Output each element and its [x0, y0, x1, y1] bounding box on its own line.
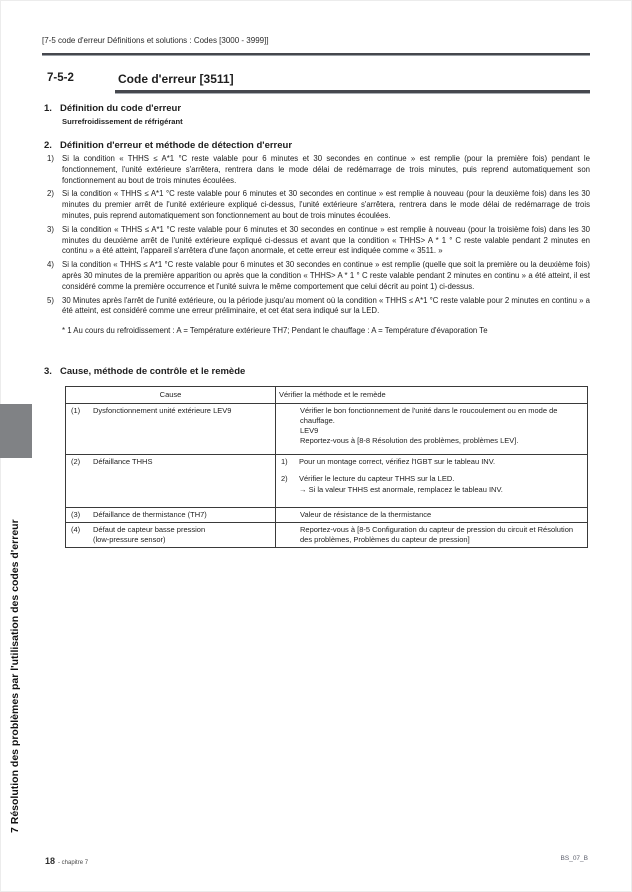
- footer-left: [45, 851, 88, 869]
- list-item-text: Si la condition « THHS ≤ A*1 °C reste valable pour 6 minutes et 30 secondes en continue » est remplie (quelle que soit la première ou la deuxième fois) après 30 minutes de la première apparition ou après que la condition « THHS> A * 1 ° C reste valable pendant 2 minutes en continu » a été atteint, il est considéré comme la première occurrence et l'unité suivra le même comportement que celui décrit au point 1) ci-dessus.: [62, 260, 590, 291]
- cause-cell: [66, 404, 276, 455]
- remedy-cell: [276, 523, 588, 548]
- error-definition-text: Surrefroidissement de réfrigérant: [62, 117, 183, 126]
- list-item: [47, 154, 590, 186]
- footnote: * 1 Au cours du refroidissement : A = Température extérieure TH7; Pendant le chauffage : A = Température d'évaporation Te: [62, 326, 488, 336]
- cause-number: (1): [71, 406, 81, 415]
- document-code: BS_07_B: [560, 855, 588, 862]
- remedy-line: Vérifier le bon fonctionnement de l'unité dans le roucoulement ou en mode de chauffage.: [300, 406, 558, 425]
- list-item-text: Si la condition « THHS ≤ A*1 °C reste valable pour 6 minutes et 30 secondes en continue » est remplie (pour la première fois) pendant le fonctionnement, l'unité extérieure s'arrêtera, rentrera dans le mode délai de redémarrage de trois minutes, puis reprend automatiquement son fonctionnement au bout de trois minutes écoulées.: [62, 154, 590, 185]
- remedy-line: LEV9: [300, 426, 319, 435]
- remedy-line: Reportez-vous à [8-8 Résolution des problèmes, problèmes LEV].: [300, 436, 519, 445]
- cause-number: (4): [71, 525, 81, 534]
- cause-text: Dysfonctionnement unité extérieure LEV9: [93, 406, 232, 415]
- cause-number: (3): [71, 510, 81, 519]
- list-item-text: Si la condition « THHS ≤ A*1 °C reste valable pour 6 minutes et 30 secondes en continue » est remplie à nouveau (pour la troisième fois) dans les 30 minutes du deuxième arrêt de l'unité extérieure expliqué ci-dessus et avant que la condition « THHS> A * 1 ° C reste valable pendant 2 minutes en continu » a été atteint, l'appareil s'arrêtera d'une façon anormale, et cette erreur est indiquée comme « 3511. »: [62, 224, 590, 256]
- remedy-step-text: Vérifier le lecture du capteur THHS sur la LED.: [299, 474, 455, 483]
- section-number: 7-5-2: [47, 72, 74, 84]
- chapter-label: - chapitre 7: [58, 860, 89, 866]
- section-3-number: 3.: [44, 366, 52, 377]
- list-item: [47, 225, 590, 257]
- list-item-number: 4): [47, 260, 54, 270]
- cause-remedy-table: [65, 386, 588, 548]
- remedy-step-text: Pour un montage correct, vérifiez l'IGBT sur le tableau INV.: [299, 457, 496, 466]
- section-3-heading: [44, 366, 245, 377]
- list-item-number: 2): [47, 189, 54, 199]
- remedy-substep-text: → Si la valeur THHS est anormale, remplacez le tableau INV.: [299, 485, 503, 494]
- list-item-number: 5): [47, 295, 54, 305]
- section-1-heading: [44, 103, 181, 114]
- list-item-number: 3): [47, 224, 54, 234]
- page-number: 18: [45, 856, 56, 866]
- table-row: [66, 523, 588, 548]
- remedy-line: Valeur de résistance de la thermistance: [300, 510, 432, 519]
- table-header-row: [66, 387, 588, 404]
- detection-method-list: [47, 154, 590, 335]
- cause-cell: [66, 508, 276, 523]
- list-item-number: 1): [47, 154, 54, 163]
- column-header-cause: Cause: [66, 387, 276, 404]
- cause-text-secondary: (low-pressure sensor): [93, 535, 166, 544]
- list-item: [47, 189, 590, 221]
- section-3-title: Cause, méthode de contrôle et le remède: [60, 366, 246, 377]
- remedy-step-number: 1): [281, 457, 288, 466]
- cause-text: Défaut de capteur basse pression (low-pressure sensor): [93, 525, 206, 544]
- list-item: [47, 296, 590, 318]
- cause-cell: [66, 523, 276, 548]
- remedy-cell: [276, 508, 588, 523]
- list-item-text: 30 Minutes après l'arrêt de l'unité extérieure, ou la période jusqu'au moment où la condition « THHS ≤ A*1 °C reste valable pour 2 minutes en continu » a été atteint, est considéré comme une erreur préliminaire, et cet état sera indiqué sur la LED.: [62, 295, 590, 316]
- header-rule: [42, 53, 590, 56]
- section-1-title: Définition du code d'erreur: [60, 103, 182, 114]
- remedy-cell: [276, 455, 588, 508]
- chapter-vertical-label: 7 Résolution des problèmes par l'utilisation des codes d'erreur: [9, 519, 21, 833]
- section-2-title: Définition d'erreur et méthode de détection d'erreur: [60, 140, 293, 151]
- page-title: Code d'erreur [3511]: [118, 72, 234, 86]
- remedy-cell: [276, 404, 588, 455]
- table-row: [66, 455, 588, 508]
- section-2-heading: [44, 140, 292, 151]
- cause-text: Défaillance THHS: [93, 457, 153, 466]
- remedy-line: Reportez-vous à [8-5 Configuration du capteur de pression du circuit et Résolution des problèmes, Problèmes du capteur de pression]: [300, 525, 574, 544]
- list-item-text: Si la condition « THHS ≤ A*1 °C reste valable pour 6 minutes et 30 secondes en continue » est remplie à nouveau (pour la deuxième fois) dans les 30 minutes du premier arrêt de l'unité extérieure expliqué ci-dessus, l'unité extérieure s'arrêtera, rentrera dans le mode délai de redémarrage de trois minutes, puis reprend automatiquement son fonctionnement au bout de trois minutes écoulées.: [62, 189, 590, 220]
- cause-number: (2): [71, 457, 81, 466]
- column-header-remedy: Vérifier la méthode et le remède: [276, 387, 588, 404]
- list-item: [47, 260, 590, 292]
- cause-cell: [66, 455, 276, 508]
- section-2-number: 2.: [44, 140, 52, 151]
- table-row: [66, 508, 588, 523]
- chapter-tab: [0, 404, 32, 458]
- breadcrumb: [7-5 code d'erreur Définitions et solutions : Codes [3000 - 3999]]: [42, 36, 269, 45]
- title-rule: [115, 90, 590, 94]
- remedy-step-number: 2): [281, 474, 288, 483]
- cause-text: Défaillance de thermistance (TH7): [93, 510, 207, 519]
- section-1-number: 1.: [44, 103, 52, 114]
- table-row: [66, 404, 588, 455]
